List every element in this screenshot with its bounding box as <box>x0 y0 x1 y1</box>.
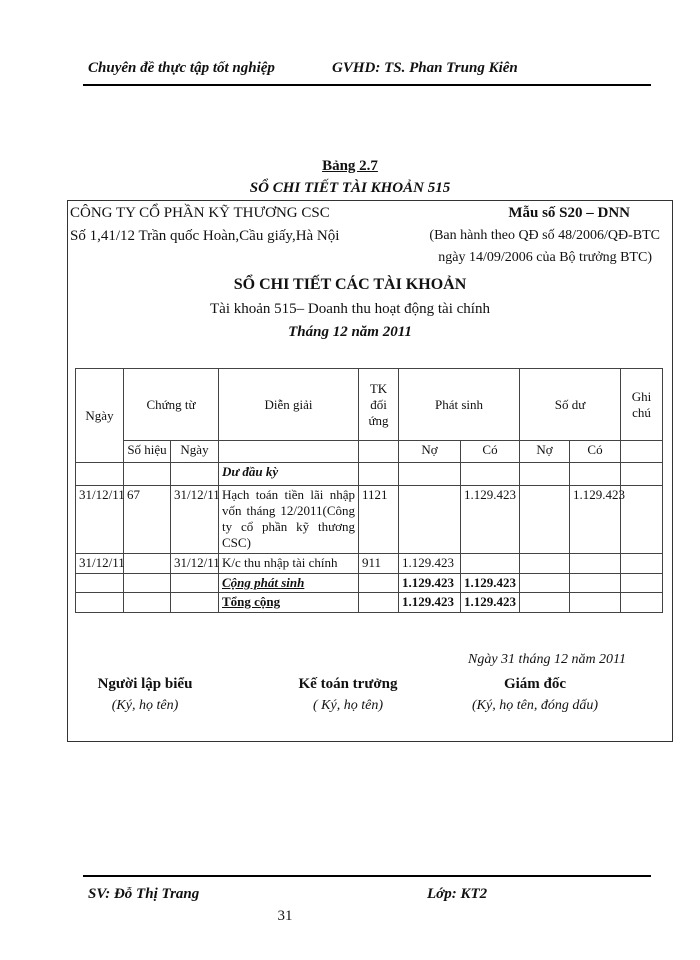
row-description: K/c thu nhập tài chính <box>219 554 359 574</box>
row-balance-debit <box>520 486 570 554</box>
col-header-voucher: Chứng từ <box>124 369 219 441</box>
movement-total-label: Cộng phát sinh <box>219 574 359 593</box>
header-supervisor: GVHD: TS. Phan Trung Kiên <box>332 60 518 76</box>
col-header-movement-credit: Có <box>461 441 520 463</box>
row-date: 31/12/11 <box>76 554 124 574</box>
header-topic: Chuyên đề thực tập tốt nghiệp <box>88 60 275 76</box>
opening-balance-label: Dư đầu kỳ <box>219 463 359 486</box>
company-name: CÔNG TY CỔ PHẦN KỸ THƯƠNG CSC <box>70 205 330 221</box>
form-basis-line2: ngày 14/09/2006 của Bộ trưởng BTC) <box>438 250 652 265</box>
table-caption: Bảng 2.7 <box>322 158 378 174</box>
col-header-date: Ngày <box>76 369 124 463</box>
header-divider <box>83 84 651 86</box>
ledger-account: Tài khoản 515– Doanh thu hoạt động tài chính <box>210 301 490 317</box>
row-balance-credit <box>570 554 621 574</box>
grand-total-row <box>76 593 663 613</box>
row-description: Hạch toán tiền lãi nhập vốn tháng 12/2011(Công ty cổ phần kỹ thương CSC) <box>219 486 359 554</box>
ledger-period: Tháng 12 năm 2011 <box>288 324 412 340</box>
row-voucher-no: 67 <box>124 486 171 554</box>
movement-total-credit: 1.129.423 <box>461 574 520 593</box>
header-row-sub <box>76 441 663 463</box>
row-credit <box>461 554 520 574</box>
row-date: 31/12/11 <box>76 486 124 554</box>
movement-total-debit: 1.129.423 <box>399 574 461 593</box>
row-credit: 1.129.423 <box>461 486 520 554</box>
form-number: Mẫu số S20 – DNN <box>508 205 630 221</box>
page-number: 31 <box>277 908 293 924</box>
ledger-title: SỔ CHI TIẾT CÁC TÀI KHOẢN <box>233 276 467 293</box>
row-debit: 1.129.423 <box>399 554 461 574</box>
row-note <box>621 554 663 574</box>
footer-divider <box>83 875 651 877</box>
grand-total-debit: 1.129.423 <box>399 593 461 613</box>
opening-balance-row <box>76 463 663 486</box>
company-address: Số 1,41/12 Trần quốc Hoàn,Cầu giấy,Hà Nội <box>70 228 340 244</box>
chief-accountant-title: Kế toán trưởng <box>298 676 398 692</box>
table-row <box>76 486 663 554</box>
table-row <box>76 554 663 574</box>
director-note: (Ký, họ tên, đóng dấu) <box>472 698 598 713</box>
col-header-voucher-date: Ngày <box>171 441 219 463</box>
grand-total-label: Tổng cộng <box>219 593 359 613</box>
row-balance-credit: 1.129.423 <box>570 486 621 554</box>
row-balance-debit <box>520 554 570 574</box>
col-header-movement-debit: Nợ <box>399 441 461 463</box>
row-voucher-no <box>124 554 171 574</box>
row-debit <box>399 486 461 554</box>
chief-accountant-note: ( Ký, họ tên) <box>313 698 383 713</box>
col-header-contra: TK đối ứng <box>359 369 399 441</box>
footer-student: SV: Đỗ Thị Trang <box>88 886 200 902</box>
movement-total-row <box>76 574 663 593</box>
empty-cell <box>359 441 399 463</box>
grand-total-credit: 1.129.423 <box>461 593 520 613</box>
ledger-table <box>75 368 663 613</box>
empty-cell <box>219 441 359 463</box>
row-contra: 1121 <box>359 486 399 554</box>
col-header-note: Ghi chú <box>621 369 663 441</box>
col-header-balance: Số dư <box>520 369 621 441</box>
header-row-main <box>76 369 663 441</box>
row-note <box>621 486 663 554</box>
signature-date: Ngày 31 tháng 12 năm 2011 <box>468 652 627 667</box>
row-voucher-date: 31/12/11 <box>171 554 219 574</box>
col-header-description: Diễn giải <box>219 369 359 441</box>
col-header-movement: Phát sinh <box>399 369 520 441</box>
col-header-balance-credit: Có <box>570 441 621 463</box>
preparer-title: Người lập biểu <box>97 676 193 692</box>
form-basis-line1: (Ban hành theo QĐ số 48/2006/QĐ-BTC <box>429 228 660 243</box>
row-contra: 911 <box>359 554 399 574</box>
col-header-balance-debit: Nợ <box>520 441 570 463</box>
table-title: SỔ CHI TIẾT TÀI KHOẢN 515 <box>249 180 451 196</box>
col-header-voucher-no: Số hiệu <box>124 441 171 463</box>
footer-class: Lớp: KT2 <box>427 886 488 902</box>
preparer-note: (Ký, họ tên) <box>111 698 179 713</box>
row-voucher-date: 31/12/11 <box>171 486 219 554</box>
empty-cell <box>621 441 663 463</box>
director-title: Giám đốc <box>503 676 567 692</box>
